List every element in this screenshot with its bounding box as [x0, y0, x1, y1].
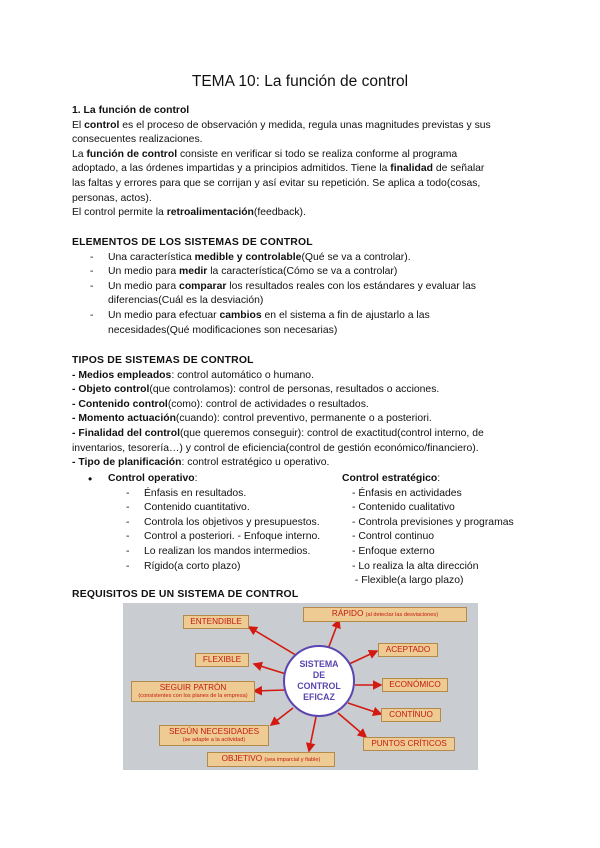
list-item: - Contenido cualitativo — [352, 502, 455, 514]
arrow-continuo — [348, 703, 381, 714]
section-tipos — [72, 354, 542, 471]
req-entendible: ENTENDIBLE — [183, 615, 249, 629]
paragraph-line: consecuentes realizaciones. — [72, 134, 203, 146]
center-line: EFICAZ — [303, 692, 335, 702]
section-funcion-control — [72, 104, 542, 221]
list-item: - Un medio para efectuar cambios en el sistema a fin de ajustarlo a las necesidades(Qué modificaciones son necesarias) — [72, 309, 542, 338]
control-operativo-list — [72, 487, 342, 575]
control-estrategico-list — [342, 487, 552, 589]
list-item: - Énfasis en resultados. — [72, 487, 342, 502]
req-economico: ECONÓMICO — [382, 678, 448, 692]
section-elementos — [72, 236, 542, 338]
paragraph-line: las faltas y errores para que se corrijan y así evitar su repetición. Se aplica a todo(cosas, — [72, 177, 481, 189]
arrow-seguir — [254, 690, 285, 691]
arrow-flexible — [254, 664, 286, 674]
control-estrategico-heading: Control estratégico: — [342, 473, 441, 484]
paragraph-line: adoptado, a las órdenes impartidas y a principios admitidos. Tiene la finalidad de señalar — [72, 163, 485, 175]
requisitos-diagram — [123, 603, 478, 770]
center-line: CONTROL — [297, 681, 341, 691]
center-line: DE — [312, 670, 326, 680]
arrow-rapido — [328, 620, 339, 649]
center-line: SISTEMA — [299, 659, 339, 669]
paragraph-line: El control permite la retroalimentación(feedback). — [72, 207, 306, 219]
list-item: - Lo realiza la alta dirección — [352, 560, 479, 572]
section-heading: 1. La función de control — [72, 105, 190, 116]
paragraph-line: - Momento actuación(cuando): control preventivo, permanente o a posteriori. — [72, 413, 432, 425]
list-item: - Énfasis en actividades — [352, 487, 462, 499]
page-title: TEMA 10: La función de control — [191, 73, 409, 90]
list-item: - Un medio para medir la característica(Cómo se va a controlar) — [72, 265, 542, 280]
req-seguir-patron: SEGUIR PATRÓN (consistentes con los planes de la empresa) — [131, 681, 255, 702]
list-item: - Controla previsiones y programas — [352, 516, 514, 528]
list-item: - Control continuo — [352, 531, 435, 543]
list-item: - Un medio para comparar los resultados reales con los estándares y evaluar las diferencias(Cuál es la desviación) — [72, 280, 542, 309]
center-circle — [283, 645, 355, 717]
paragraph-line: inventarios, tesorería…) y control de eficiencia(control de gestión económico/financiero). — [72, 442, 479, 454]
list-item: - Flexible(a largo plazo) — [352, 575, 464, 587]
control-operativo-heading: • Control operativo: — [72, 472, 342, 487]
req-rapido: RÁPIDO (al detectar las desviaciones) — [303, 607, 467, 622]
paragraph-line: - Objeto control(que controlamos): control de personas, resultados o acciones. — [72, 384, 440, 396]
req-flexible: FLEXIBLE — [195, 653, 249, 667]
section-heading: REQUISITOS DE UN SISTEMA DE CONTROL — [72, 589, 299, 600]
arrow-objetivo — [309, 717, 316, 751]
paragraph-line: - Finalidad del control(que queremos conseguir): control de exactitud(control interno, de — [72, 427, 484, 439]
list-item: - Rígido(a corto plazo) — [72, 560, 342, 575]
paragraph-line: - Contenido control(como): control de actividades o resultados. — [72, 398, 369, 410]
elementos-list — [72, 251, 542, 339]
paragraph-line: - Medios empleados: control automático o humano. — [72, 369, 314, 381]
req-puntos-criticos: PUNTOS CRÍTICOS — [363, 737, 455, 751]
req-objetivo: OBJETIVO (sea imparcial y fiable) — [207, 752, 335, 767]
control-estrategico-column — [342, 472, 552, 589]
arrow-puntos — [338, 713, 366, 737]
list-item: - Una característica medible y controlable(Qué se va a controlar). — [72, 251, 542, 266]
arrow-segun — [271, 708, 293, 725]
paragraph-line: - Tipo de planificación: control estratégico u operativo. — [72, 457, 330, 469]
arrow-entendible — [249, 627, 299, 657]
section-requisitos — [72, 588, 542, 603]
list-item: - Enfoque externo — [352, 545, 435, 557]
section-heading: TIPOS DE SISTEMAS DE CONTROL — [72, 355, 254, 366]
req-aceptado: ACEPTADO — [378, 643, 438, 657]
paragraph-line: personas, actos). — [72, 192, 152, 204]
section-heading: ELEMENTOS DE LOS SISTEMAS DE CONTROL — [72, 237, 313, 248]
list-item: - Control a posteriori. - Enfoque interno. — [72, 530, 342, 545]
list-item: - Lo realizan los mandos intermedios. — [72, 545, 342, 560]
control-operativo-column — [72, 472, 342, 574]
list-item: - Controla los objetivos y presupuestos. — [72, 516, 342, 531]
paragraph-line: La función de control consiste en verificar si todo se realiza conforme al programa — [72, 148, 458, 160]
list-item: - Contenido cuantitativo. — [72, 501, 342, 516]
req-continuo: CONTÍNUO — [381, 708, 441, 722]
req-segun-necesidades: SEGÚN NECESIDADES (se adapte a la actividad) — [159, 725, 269, 746]
paragraph-line: El control es el proceso de observación y medida, regula unas magnitudes previstas y sus — [72, 119, 491, 131]
